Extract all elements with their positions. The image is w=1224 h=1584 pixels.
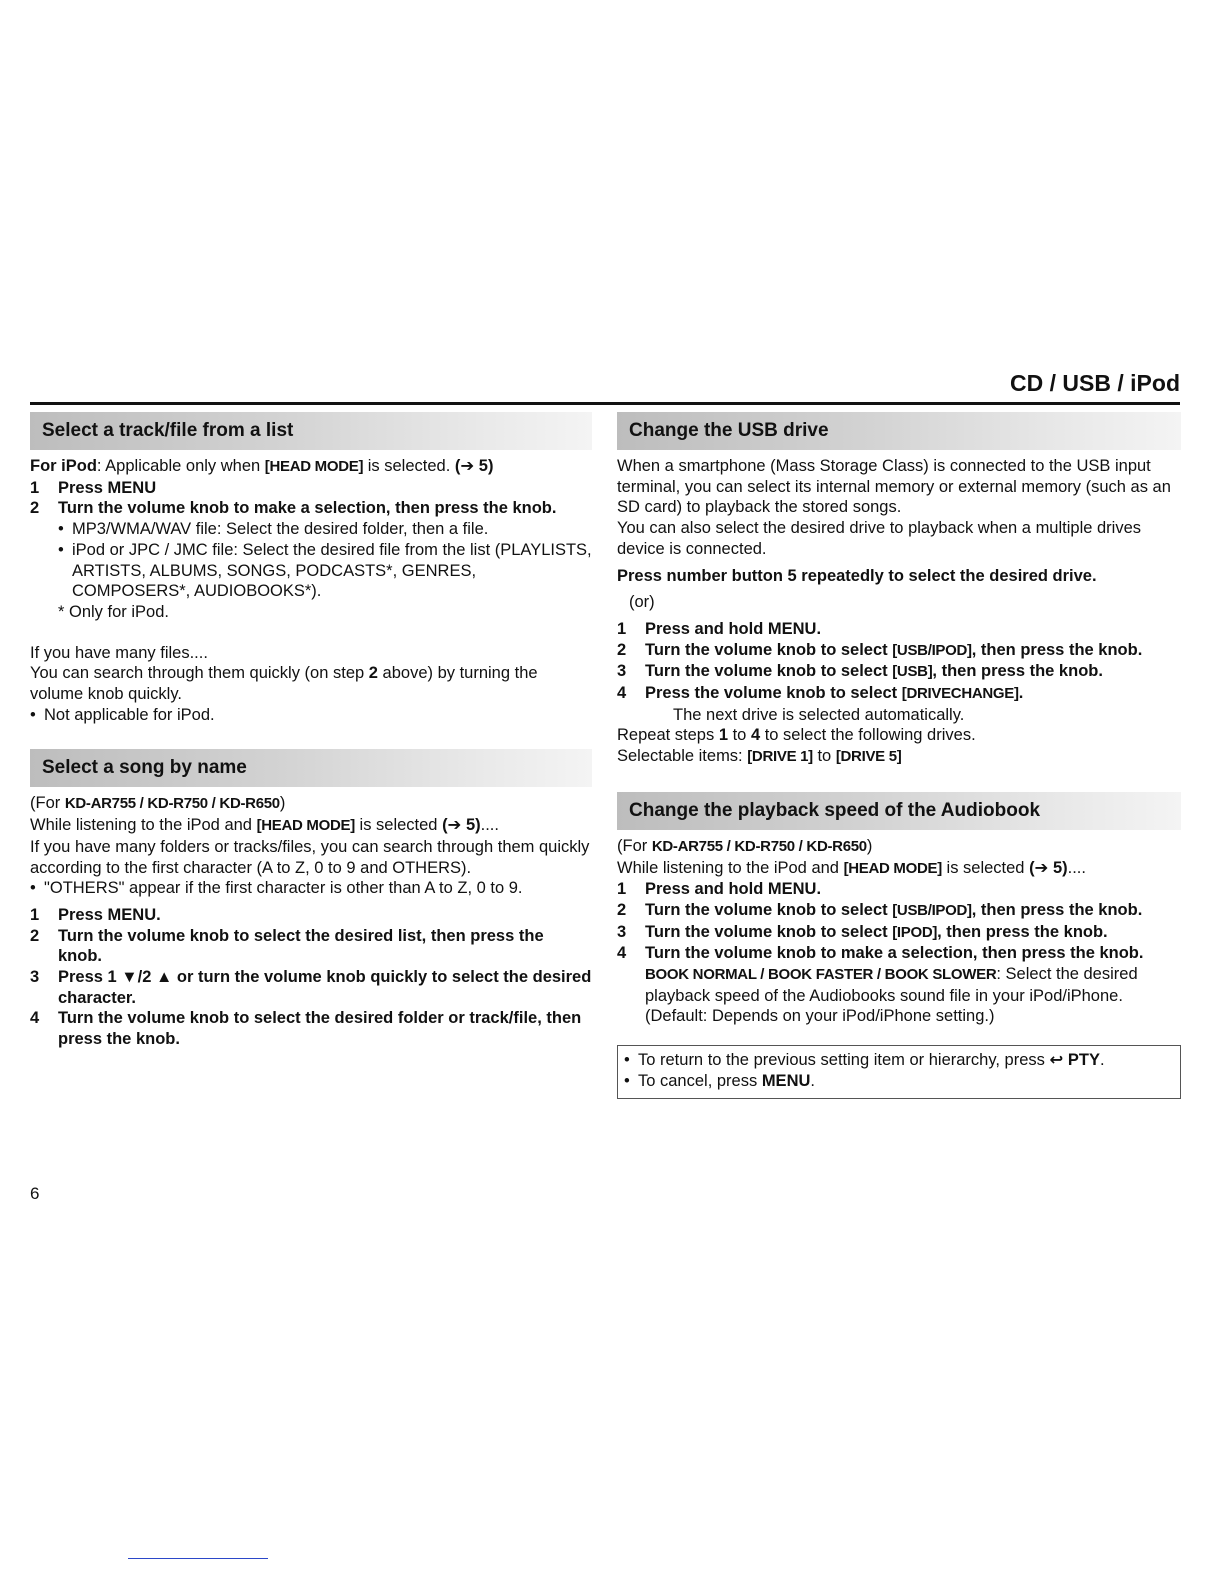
section-heading-select-song: Select a song by name <box>30 749 592 787</box>
bullet-mp3-file: • MP3/WMA/WAV file: Select the desired folder, then a file. <box>58 519 592 540</box>
audiobook-step-3: 3 Turn the volume knob to select [IPOD], then press the knob. <box>617 922 1108 941</box>
return-note: • To return to the previous setting item or hierarchy, press ↩ PTY. <box>624 1050 1174 1071</box>
footnote: * Only for iPod. <box>58 602 169 621</box>
many-files-title: If you have many files.... <box>30 643 208 662</box>
section-heading-audiobook: Change the playback speed of the Audiobook <box>617 792 1181 830</box>
next-drive-note: The next drive is selected automatically. <box>673 705 965 724</box>
usb-para-1: When a smartphone (Mass Storage Class) is connected to the USB input terminal, you can select its internal memory or external memory (such as an SD card) to playback the stored songs. <box>617 457 1171 517</box>
footer-line <box>128 1558 268 1559</box>
song-step-3: 3 Press 1 ▼/2 ▲ or turn the volume knob quickly to select the desired character. <box>30 968 592 1007</box>
right-column <box>617 412 1181 1099</box>
step-1: 1 Press MENU <box>30 478 157 497</box>
section-heading-select-list: Select a track/file from a list <box>30 412 592 450</box>
search-description: If you have many folders or tracks/files, you can search through them quickly according to the first character (A to Z, 0 to 9 and OTHERS). <box>30 837 590 877</box>
step-2: 2 Turn the volume knob to make a selection, then press the knob. <box>30 499 557 518</box>
models-note: (For KD-AR755 / KD-R750 / KD-R650) <box>30 794 286 813</box>
song-step-1: 1 Press MENU. <box>30 905 161 924</box>
repeat-note: Repeat steps 1 to 4 to select the following drives. <box>617 726 976 745</box>
page-section-title: CD / USB / iPod <box>1010 370 1180 396</box>
song-step-2: 2 Turn the volume knob to select the desired list, then press the knob. <box>30 926 544 966</box>
or-label: (or) <box>629 593 655 612</box>
page-reference: (➔ 5) <box>454 457 494 475</box>
usb-step-3: 3 Turn the volume knob to select [USB], then press the knob. <box>617 662 1103 681</box>
song-step-4: 4 Turn the volume knob to select the desired folder or track/file, then press the knob. <box>30 1009 582 1049</box>
audiobook-step-2: 2 Turn the volume knob to select [USB/IPOD], then press the knob. <box>617 900 1143 919</box>
audiobook-step-1: 1 Press and hold MENU. <box>617 880 822 899</box>
listening-condition: While listening to the iPod and [HEAD MODE] is selected (➔ 5).... <box>30 816 499 835</box>
left-column <box>30 412 592 1050</box>
audiobook-options: BOOK NORMAL / BOOK FASTER / BOOK SLOWER: Select the desired playback speed of the Audiobooks sound file in your iPod/iPhone. <box>645 965 1138 1005</box>
usb-step-2: 2 Turn the volume knob to select [USB/IPOD], then press the knob. <box>617 640 1143 659</box>
cancel-note: • To cancel, press MENU. <box>624 1071 1174 1092</box>
audiobook-listening-condition: While listening to the iPod and [HEAD MODE] is selected (➔ 5).... <box>617 858 1086 877</box>
bullet-ipod-file: • iPod or JPC / JMC file: Select the desired file from the list (PLAYLISTS, ARTISTS, ALBUMS, SONGS, PODCASTS*, GENRES, COMPOSERS*, AUDIOBOOKS*). <box>58 540 592 602</box>
selectable-items: Selectable items: [DRIVE 1] to [DRIVE 5] <box>617 747 902 766</box>
many-files-text: You can search through them quickly (on step 2 above) by turning the volume knob quickly. <box>30 664 538 704</box>
press-number-instruction: Press number button 5 repeatedly to select the desired drive. <box>617 566 1097 585</box>
header-divider <box>30 402 1180 405</box>
usb-para-2: You can also select the desired drive to playback when a multiple drives device is connected. <box>617 519 1142 558</box>
page-number: 6 <box>30 1184 40 1203</box>
not-applicable-note: • Not applicable for iPod. <box>30 705 592 726</box>
back-arrow-icon: ↩ <box>1049 1051 1064 1070</box>
usb-step-1: 1 Press and hold MENU. <box>617 619 822 638</box>
audiobook-models-note: (For KD-AR755 / KD-R750 / KD-R650) <box>617 836 873 855</box>
usb-step-4: 4 Press the volume knob to select [DRIVECHANGE]. <box>617 684 1024 703</box>
select-list-intro: For iPod: Applicable only when [HEAD MODE] is selected. (➔ 5) <box>30 457 494 475</box>
notes-box <box>617 1045 1181 1098</box>
section-heading-usb-drive: Change the USB drive <box>617 412 1181 450</box>
audiobook-default: (Default: Depends on your iPod/iPhone setting.) <box>645 1007 995 1026</box>
others-note: • "OTHERS" appear if the first character is other than A to Z, 0 to 9. <box>30 878 592 899</box>
audiobook-step-4: 4 Turn the volume knob to make a selection, then press the knob. <box>617 944 1144 963</box>
